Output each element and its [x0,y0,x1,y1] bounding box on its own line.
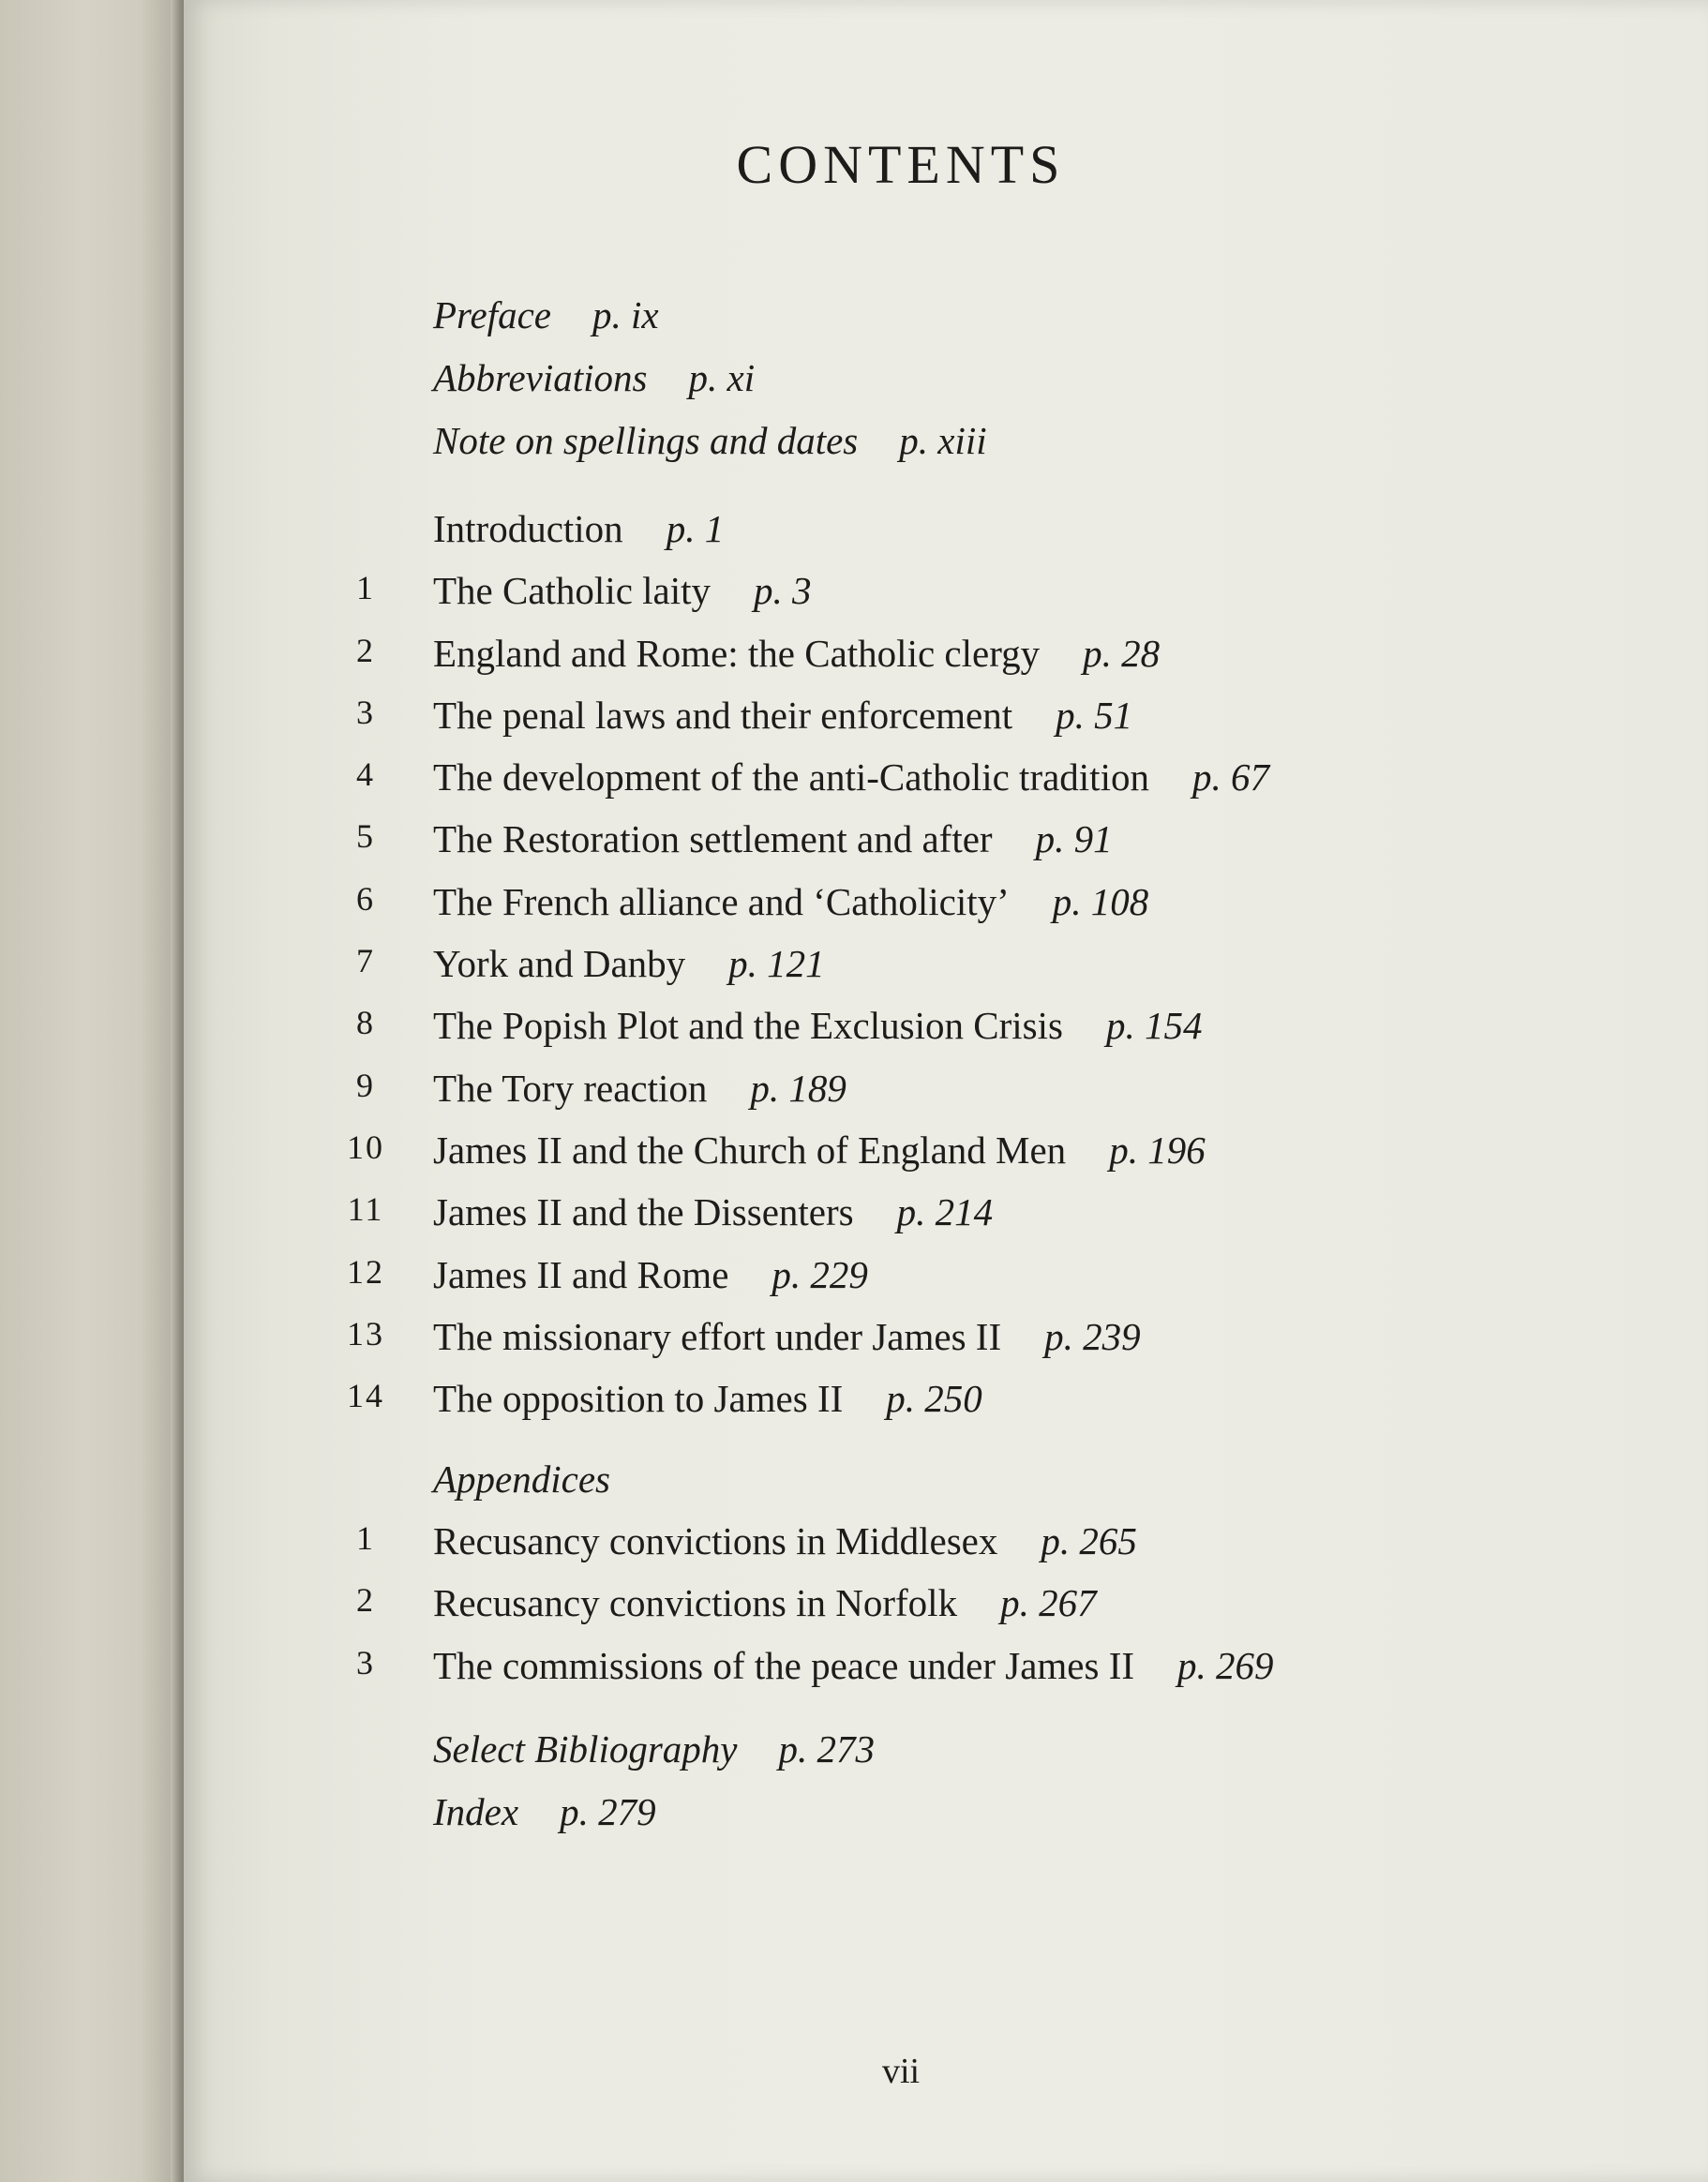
chapter-title: The Catholic laity [433,569,712,613]
chapter-number: 13 [347,1314,384,1353]
chapter-title: The French alliance and ‘Catholicity’ [433,879,1010,923]
entry-page: p. 273 [778,1727,875,1771]
chapter-page: p. 189 [750,1066,847,1110]
chapter-title: The development of the anti-Catholic tradition [433,755,1149,800]
entry-page: p. xiii [899,419,987,462]
back-matter-item [433,1726,875,1789]
chapter-number: 8 [356,1004,375,1042]
chapter-number: 10 [347,1128,384,1166]
appendix-page: p. 267 [1000,1581,1097,1625]
front-matter-item [433,292,987,355]
appendix-title: Recusancy convictions in Middlesex [433,1519,998,1562]
entry-title: Preface [433,293,551,336]
entry-page: p. ix [592,293,659,336]
page-title: CONTENTS [736,134,1066,195]
page-number: vii [881,2052,921,2091]
chapter-number: 11 [347,1190,384,1229]
entry-page: p. 279 [560,1790,656,1833]
chapter-number: 7 [356,942,375,980]
entry-title: Select Bibliography [433,1727,738,1771]
chapter-title: The Tory reaction [433,1066,708,1110]
entry-page: p. xi [688,356,756,399]
chapter-title: England and Rome: the Catholic clergy [433,631,1041,675]
chapter-page: p. 1 [666,507,725,550]
appendix-number: 1 [356,1519,375,1557]
chapter-number: 14 [347,1377,384,1415]
appendix-title: Recusancy convictions in Norfolk [433,1581,958,1625]
appendices-heading: Appendices [433,1457,610,1501]
chapter-page: p. 28 [1083,631,1161,675]
chapter-page: p. 3 [754,569,812,613]
chapter-number: 2 [356,631,375,669]
chapter-number: 12 [347,1252,384,1291]
appendix-page: p. 269 [1177,1643,1274,1687]
chapter-page: p. 67 [1191,755,1269,800]
chapter-title: James II and Rome [433,1252,729,1296]
entry-title: Index [433,1790,519,1833]
chapter-page: p. 214 [896,1190,994,1234]
front-matter-list [433,292,987,481]
front-matter-item [433,418,987,481]
book-page [184,0,1708,2182]
chapter-title: The penal laws and their enforcement [433,693,1013,737]
chapter-page: p. 91 [1035,817,1113,861]
chapter-title: The missionary effort under James II [433,1314,1002,1358]
appendix-number: 2 [356,1581,375,1620]
chapter-title: York and Danby [433,942,686,986]
entry-title: Note on spellings and dates [433,419,859,462]
chapter-page: p. 51 [1056,693,1133,737]
chapter-title: James II and the Church of England Men [433,1128,1067,1172]
appendix-title: The commissions of the peace under James II [433,1643,1135,1687]
chapter-page: p. 121 [728,942,825,986]
chapter-page: p. 250 [886,1377,982,1421]
book-spine-gutter [0,0,187,2182]
chapter-page: p. 239 [1044,1314,1141,1358]
back-matter-item [433,1789,875,1852]
back-matter-list [433,1726,875,1852]
chapter-number: 9 [356,1066,375,1104]
chapter-title: Introduction [433,507,623,550]
chapter-title: The Popish Plot and the Exclusion Crisis [433,1004,1063,1048]
front-matter-item [433,355,987,418]
chapter-number: 3 [356,693,375,731]
chapter-page: p. 108 [1052,879,1149,923]
chapter-number: 4 [356,755,375,794]
chapter-page: p. 196 [1109,1128,1206,1172]
entry-title: Abbreviations [433,356,648,399]
chapter-page: p. 154 [1105,1004,1203,1048]
chapter-number: 1 [356,569,375,607]
chapter-number: 6 [356,879,375,918]
chapter-title: The opposition to James II [433,1377,844,1421]
chapter-title: The Restoration settlement and after [433,817,993,861]
chapter-number: 5 [356,817,375,856]
appendix-page: p. 265 [1041,1519,1137,1562]
appendix-number: 3 [356,1643,375,1681]
chapter-page: p. 229 [772,1252,868,1296]
chapter-title: James II and the Dissenters [433,1190,854,1234]
